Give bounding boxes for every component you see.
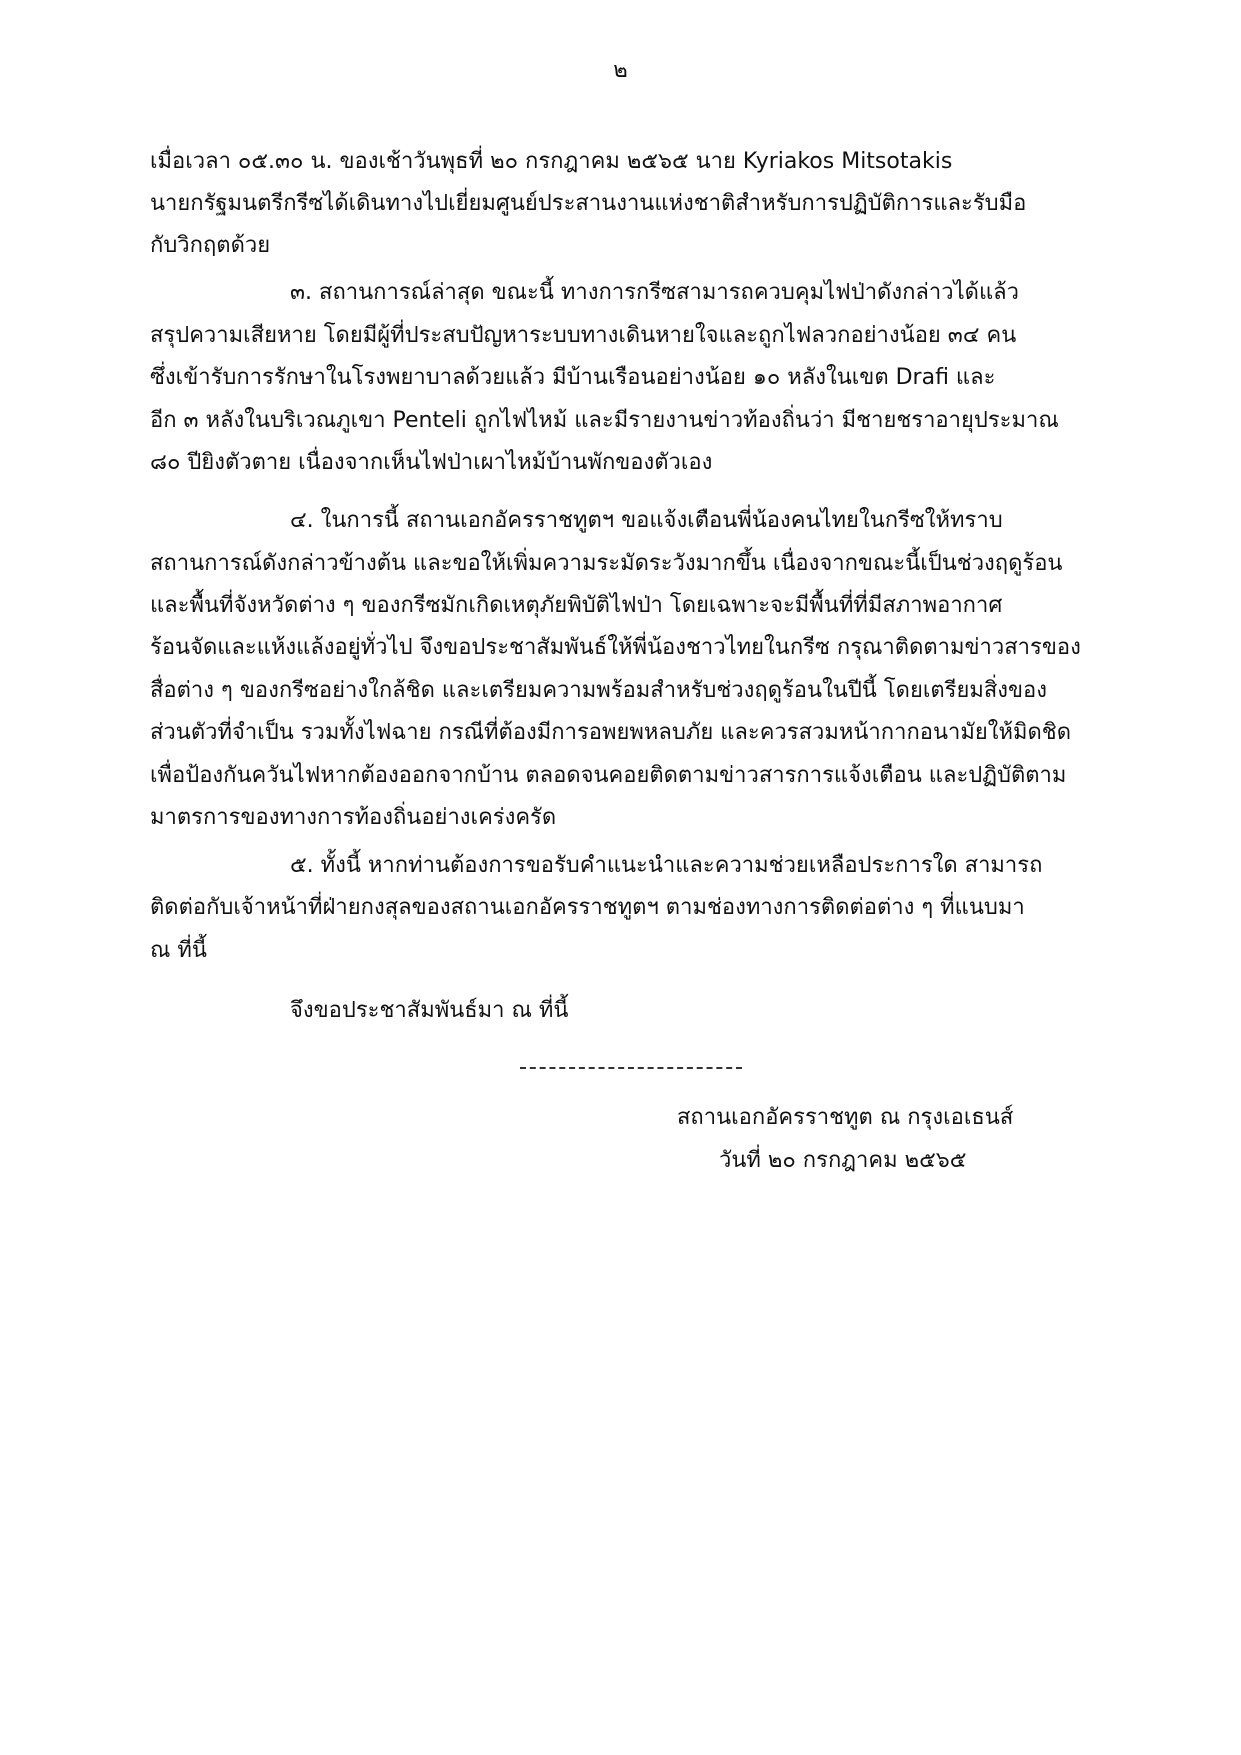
paragraph-line: เมื่อเวลา ๐๕.๓๐ น. ของเช้าวันพุธที่ ๒๐ กรกฎาคม ๒๕๖๕ นาย Kyriakos Mitsotakis (150, 149, 953, 174)
paragraph-line: และพื้นที่จังหวัดต่าง ๆ ของกรีซมักเกิดเหตุภัยพิบัติไฟป่า โดยเฉพาะจะมีพื้นที่ที่มีสภาพอากาศ (150, 593, 1003, 618)
paragraph-line: ส่วนตัวที่จำเป็น รวมทั้งไฟฉาย กรณีที่ต้องมีการอพยพหลบภัย และควรสวมหน้ากากอนามัยให้มิดชิด (150, 720, 1072, 745)
paragraph-line: กับวิกฤตด้วย (150, 233, 271, 258)
paragraph-line: ร้อนจัดและแห้งแล้งอยู่ทั่วไป จึงขอประชาสัมพันธ์ให้พี่น้องชาวไทยในกรีซ กรุณาติดตามข่าวสารของ (150, 635, 1081, 660)
paragraph-line: มาตรการของทางการท้องถิ่นอย่างเคร่งครัด (150, 805, 557, 830)
divider (520, 1067, 742, 1069)
paragraph-line: สถานการณ์ดังกล่าวข้างต้น และขอให้เพิ่มความระมัดระวังมากขึ้น เนื่องจากขณะนี้เป็นช่วงฤดูร้อน (150, 551, 1063, 576)
paragraph-line: ๔. ในการนี้ สถานเอกอัครราชทูตฯ ขอแจ้งเตือนพี่น้องคนไทยในกรีซให้ทราบ (290, 508, 1003, 533)
closing-line: จึงขอประชาสัมพันธ์มา ณ ที่นี้ (290, 998, 569, 1023)
paragraph-line: สรุปความเสียหาย โดยมีผู้ที่ประสบปัญหาระบบทางเดินหายใจและถูกไฟลวกอย่างน้อย ๓๔ คน (150, 323, 1017, 348)
paragraph-line: เพื่อป้องกันควันไฟหากต้องออกจากบ้าน ตลอดจนคอยติดตามข่าวสารการแจ้งเตือน และปฏิบัติตาม (150, 763, 1067, 788)
paragraph-line: ๘๐ ปียิงตัวตาย เนื่องจากเห็นไฟป่าเผาไหม้บ้านพักของตัวเอง (150, 450, 713, 475)
signature-date: วันที่ ๒๐ กรกฎาคม ๒๕๖๕ (719, 1148, 967, 1173)
paragraph-line: ติดต่อกับเจ้าหน้าที่ฝ่ายกงสุลของสถานเอกอัครราชทูตฯ ตามช่องทางการติดต่อต่าง ๆ ที่แนบมา (150, 895, 1025, 920)
page-number: ๒ (613, 58, 628, 83)
paragraph-line: ซึ่งเข้ารับการรักษาในโรงพยาบาลด้วยแล้ว มีบ้านเรือนอย่างน้อย ๑๐ หลังในเขต Drafi และ (150, 365, 996, 390)
paragraph-line: อีก ๓ หลังในบริเวณภูเขา Penteli ถูกไฟไหม้ และมีรายงานข่าวท้องถิ่นว่า มีชายชราอายุประมาณ (150, 408, 1059, 433)
paragraph-line: ณ ที่นี้ (150, 938, 207, 963)
paragraph-line: ๕. ทั้งนี้ หากท่านต้องการขอรับคำแนะนำและความช่วยเหลือประการใด สามารถ (290, 853, 1043, 878)
paragraph-line: ๓. สถานการณ์ล่าสุด ขณะนี้ ทางการกรีซสามารถควบคุมไฟป่าดังกล่าวได้แล้ว (290, 280, 1019, 305)
paragraph-line: นายกรัฐมนตรีกรีซได้เดินทางไปเยี่ยมศูนย์ประสานงานแห่งชาติสำหรับการปฏิบัติการและรับมือ (150, 191, 1027, 216)
signature-organization: สถานเอกอัครราชทูต ณ กรุงเอเธนส์ (677, 1105, 1014, 1130)
paragraph-line: สื่อต่าง ๆ ของกรีซอย่างใกล้ชิด และเตรียมความพร้อมสำหรับช่วงฤดูร้อนในปีนี้ โดยเตรียมสิ่งของ (150, 678, 1048, 703)
